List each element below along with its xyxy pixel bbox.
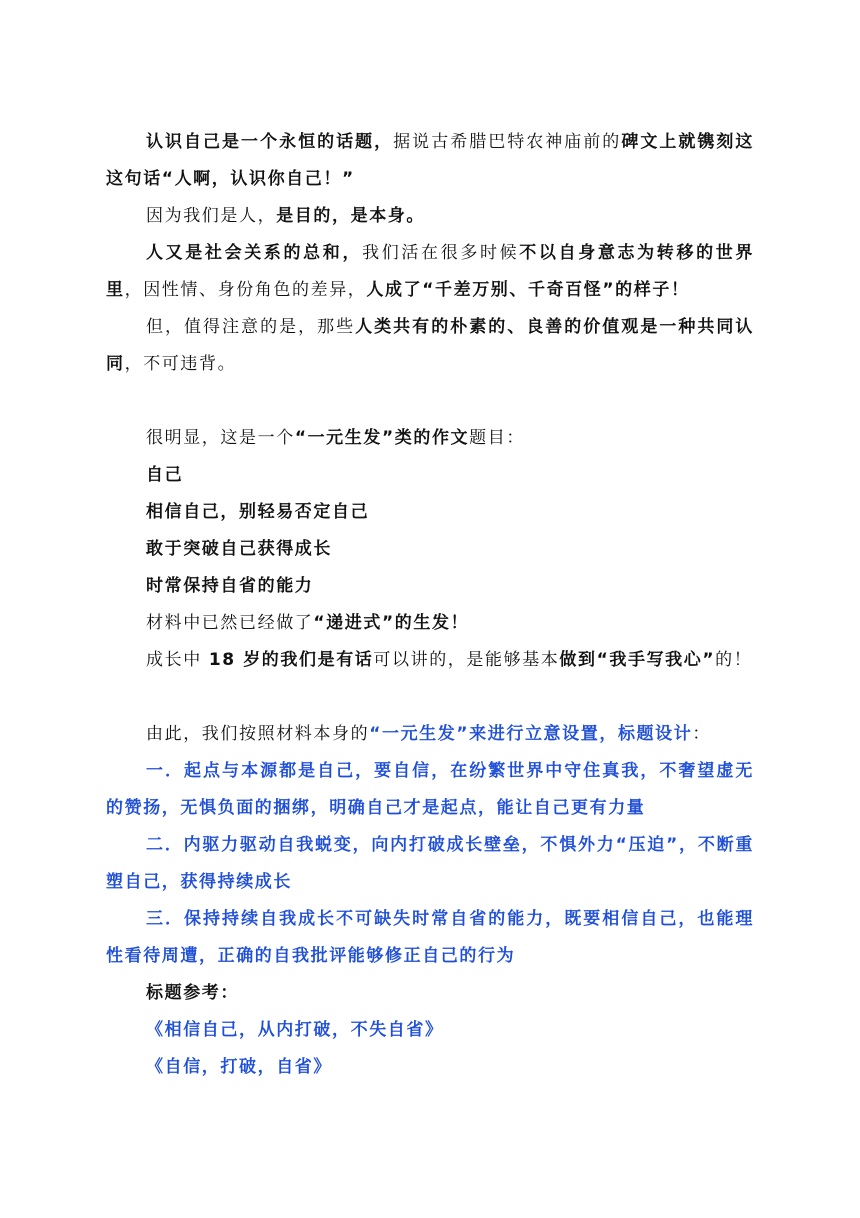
section-spacer [106, 679, 754, 716]
text-run: ，不可违背。 [124, 354, 237, 374]
keyword-introspection [106, 568, 754, 605]
idea-three [106, 901, 754, 975]
paragraph-design-intro [106, 716, 754, 753]
text-run: 人成了“千差万别、千奇百怪”的样子！ [366, 280, 690, 300]
text-run: 的！ [715, 650, 753, 670]
paragraph-topic-type [106, 420, 754, 457]
text-run: 标题参考： [146, 983, 239, 1003]
text-run: 人又是社会关系的总和， [146, 243, 363, 263]
text-run: 很明显，这是一个 [146, 428, 295, 448]
text-run: 据说古希腊巴特农神庙前的 [393, 132, 622, 152]
text-run: “递进式”的生发！ [313, 613, 470, 633]
text-run: 不以自身意志为转移的世界里 [106, 243, 754, 300]
text-run: 因为我们是人， [146, 206, 277, 226]
paragraph-age-18 [106, 642, 754, 679]
text-run: 二．内驱力驱动自我蜕变，向内打破成长壁垒，不惧外力“压迫”，不断重塑自己，获得持续成长 [106, 835, 754, 892]
text-run: 成长中 [146, 650, 209, 670]
text-run: 由此，我们按照材料本身的 [146, 724, 370, 744]
paragraph-progressive [106, 605, 754, 642]
paragraph-shared-values [106, 309, 754, 383]
idea-one [106, 753, 754, 827]
text-run: 一．起点与本源都是自己，要自信，在纷繁世界中守住真我，不奢望虚无的赞扬，无惧负面的捆绑，明确自己才是起点，能让自己更有力量 [106, 761, 754, 818]
keyword-believe [106, 494, 754, 531]
text-run: 我们活在很多时候 [362, 243, 520, 263]
section-spacer [106, 383, 754, 420]
text-run: 18 岁的我们是有话 [208, 650, 374, 670]
title-reference-label [106, 975, 754, 1012]
text-run: 但，值得注意的是，那些 [146, 317, 356, 337]
text-run: 可以讲的，是能够基本 [373, 650, 560, 670]
text-run: 相信自己，别轻易否定自己 [146, 502, 370, 522]
keyword-breakthrough [106, 531, 754, 568]
text-run: 敢于突破自己获得成长 [146, 539, 332, 559]
text-run: ，因性情、身份角色的差异， [124, 280, 367, 300]
text-run: 题目： [469, 428, 525, 448]
idea-two [106, 827, 754, 901]
paragraph-purpose [106, 198, 754, 235]
paragraph-social-relations [106, 235, 754, 309]
text-run: “一元生发”来进行立意设置，标题设计 [369, 724, 693, 744]
text-run: 三．保持持续自我成长不可缺失时常自省的能力，既要相信自己，也能理性看待周遭，正确的自我批评能够修正自己的行为 [106, 909, 754, 966]
text-run: 做到“我手写我心” [559, 650, 716, 670]
text-run: 《相信自己，从内打破，不失自省》 [146, 1020, 444, 1040]
keyword-self [106, 457, 754, 494]
paragraph-intro [106, 124, 754, 198]
text-run: 时常保持自省的能力 [146, 576, 314, 596]
text-run: 是目的，是本身。 [276, 206, 426, 226]
text-run: “一元生发”类的作文 [294, 428, 470, 448]
text-run: 自己 [146, 465, 184, 485]
text-run: 碑文上就镌刻这这句话“人啊，认识你自己！” [106, 132, 755, 189]
text-run: 认识自己是一个永恒的话题， [146, 132, 394, 152]
text-run: 人类共有的朴素的、良善的价值观是一种共同认同 [106, 317, 754, 374]
text-run: ： [692, 724, 711, 744]
document-body [106, 124, 754, 1086]
title-option-1 [106, 1012, 754, 1049]
text-run: 《自信，打破，自省》 [146, 1057, 332, 1077]
title-option-2 [106, 1049, 754, 1086]
text-run: 材料中已然已经做了 [146, 613, 314, 633]
